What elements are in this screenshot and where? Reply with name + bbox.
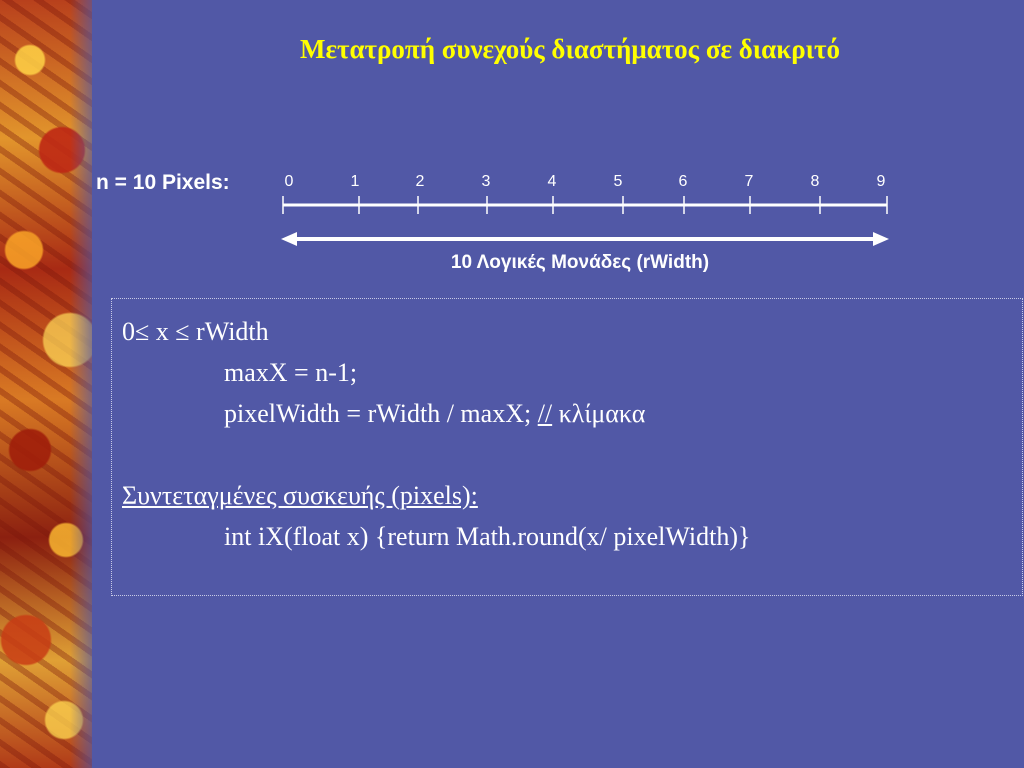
ruler-tick-label: 8	[810, 173, 820, 190]
pixelwidth-code: pixelWidth = rWidth / maxX;	[224, 399, 538, 428]
logical-units-label: 10 Λογικές Μονάδες (rWidth)	[450, 252, 710, 273]
comment-marker: //	[537, 399, 553, 428]
pixelwidth-line	[122, 393, 750, 434]
arrow-left-head	[281, 232, 297, 246]
arrow-right-head	[873, 232, 889, 246]
code-box	[111, 298, 1023, 596]
ruler-tick-label: 9	[876, 173, 886, 190]
pixel-ruler-diagram	[0, 0, 1024, 300]
code-block	[122, 311, 750, 557]
maxx-line: maxX = n-1;	[224, 358, 358, 387]
blank-line	[122, 434, 750, 475]
ruler-tick-label: 6	[678, 173, 688, 190]
scale-comment: κλίμακα	[552, 399, 646, 428]
ruler-tick-label: 3	[481, 173, 491, 190]
range-condition-line: 0≤ x ≤ rWidth	[122, 317, 269, 346]
ruler-tick-label: 2	[415, 173, 425, 190]
device-coordinates-heading: Συντεταγμένες συσκευής (pixels):	[122, 481, 478, 510]
pixel-count-label: n = 10 Pixels:	[96, 171, 230, 194]
slide-title: Μετατροπή συνεχούς διαστήματος σε διακριτό	[299, 34, 840, 64]
ruler-tick-label: 5	[613, 173, 623, 190]
ruler-tick-label: 7	[744, 173, 754, 190]
ruler-tick-label: 1	[350, 173, 360, 190]
ix-function-line: int iX(float x) {return Math.round(x/ pixelWidth)}	[224, 522, 751, 551]
ruler-tick-label: 0	[284, 173, 294, 190]
ruler-tick-label: 4	[547, 173, 557, 190]
